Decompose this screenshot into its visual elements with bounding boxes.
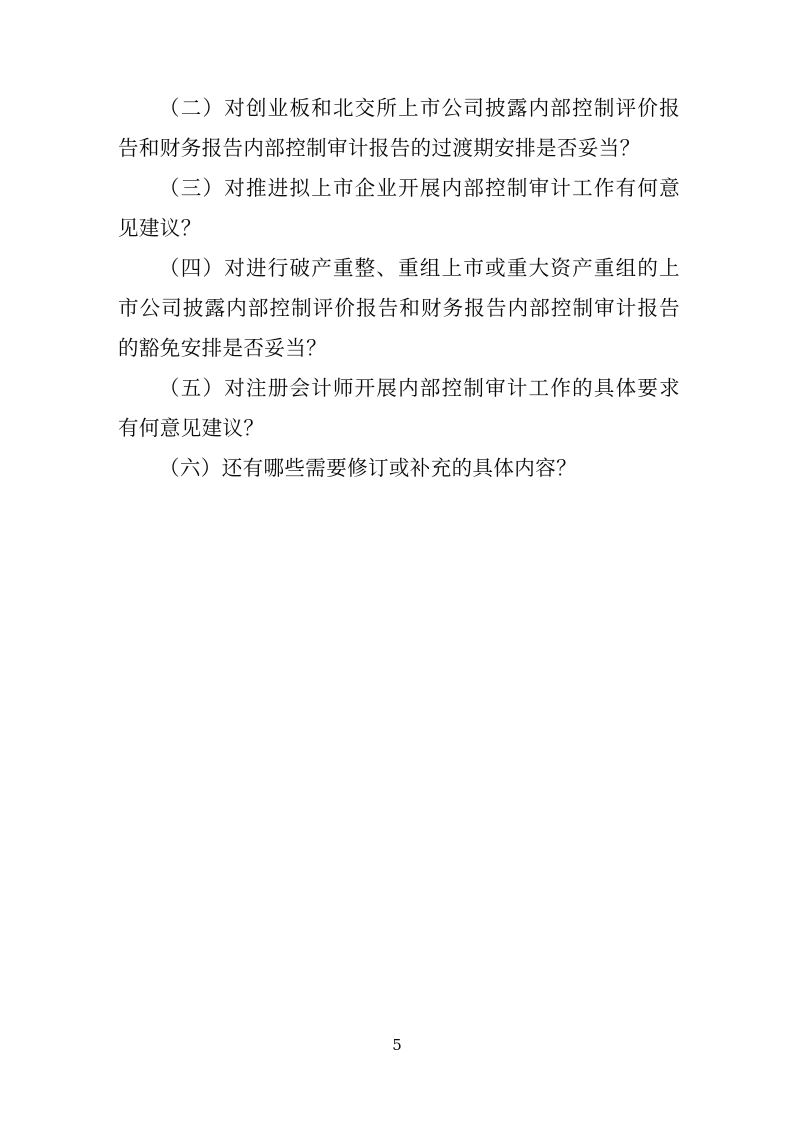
paragraph-item-5: （五）对注册会计师开展内部控制审计工作的具体要求有何意见建议？ xyxy=(118,376,680,440)
paragraph-item-3: （三）对推进拟上市企业开展内部控制审计工作有何意见建议？ xyxy=(118,176,680,240)
page-number: 5 xyxy=(392,1036,402,1054)
paragraph-item-6: （六）还有哪些需要修订或补充的具体内容？ xyxy=(159,456,577,480)
paragraph-item-4: （四）对进行破产重整、重组上市或重大资产重组的上市公司披露内部控制评价报告和财务报告内部控制审计报告的豁免安排是否妥当？ xyxy=(118,256,680,360)
document-body xyxy=(118,88,680,488)
paragraph-item-2: （二）对创业板和北交所上市公司披露内部控制评价报告和财务报告内部控制审计报告的过渡期安排是否妥当？ xyxy=(118,96,680,160)
